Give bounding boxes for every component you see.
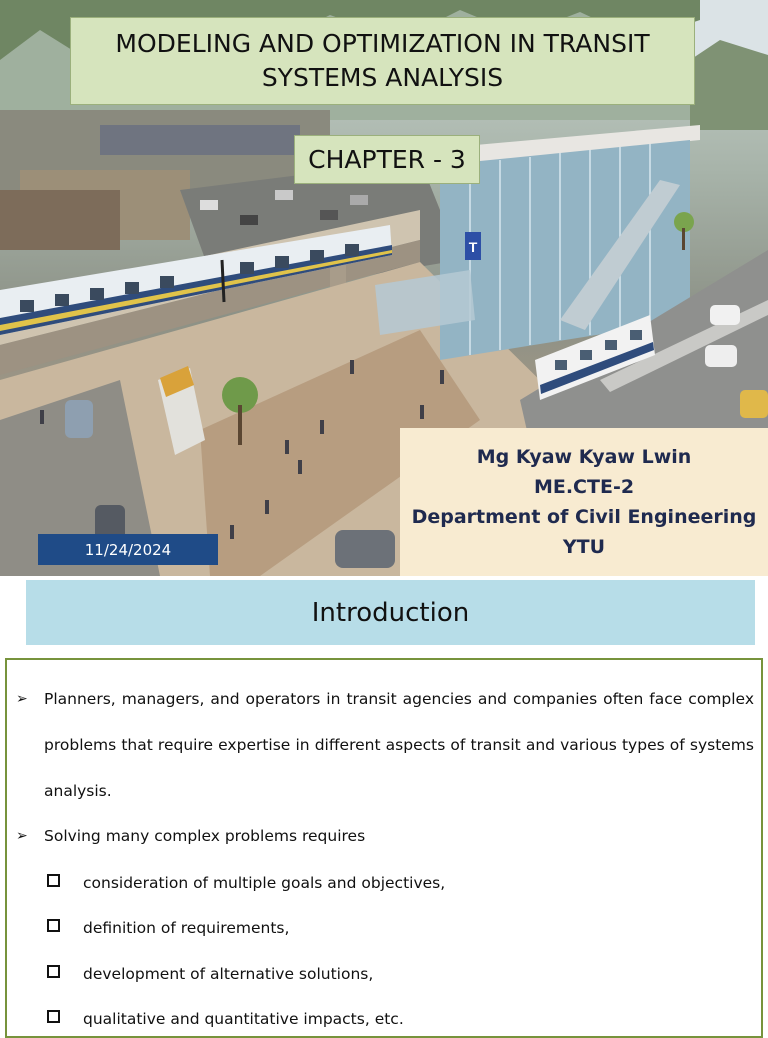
arrow-bullet-icon: ➢ [16, 828, 28, 844]
sub-bullet-item: qualitative and quantitative impacts, etc. [83, 1010, 404, 1028]
introduction-title: Introduction [311, 597, 470, 628]
checkbox-bullet-icon [47, 919, 60, 932]
sub-bullet-item: development of alternative solutions, [83, 965, 374, 983]
checkbox-bullet-icon [47, 1010, 60, 1023]
sub-bullet-item: consideration of multiple goals and objectives, [83, 874, 446, 892]
presentation-title: MODELING AND OPTIMIZATION IN TRANSIT SYSTEMS ANALYSIS [115, 29, 650, 92]
date-badge [38, 534, 218, 565]
author-university: YTU [562, 536, 606, 558]
bullet-paragraph: Solving many complex problems requires [44, 827, 366, 845]
author-department: Department of Civil Engineering [411, 506, 757, 528]
arrow-bullet-icon: ➢ [16, 691, 28, 707]
checkbox-bullet-icon [47, 965, 60, 978]
author-degree: ME.CTE-2 [533, 476, 635, 498]
author-name: Mg Kyaw Kyaw Lwin [476, 446, 692, 468]
checkbox-bullet-icon [47, 874, 60, 887]
chapter-box [294, 135, 480, 184]
introduction-header [26, 580, 755, 645]
bullet-paragraph: Planners, managers, and operators in transit agencies and companies often face complex problems that require expertise in different aspects of transit and various types of systems analysis. [44, 690, 754, 800]
introduction-content [5, 658, 763, 1038]
sub-bullet-item: definition of requirements, [83, 919, 290, 937]
station-sign: T [468, 239, 478, 255]
presentation-date: 11/24/2024 [84, 540, 172, 559]
author-info-box [400, 428, 768, 576]
chapter-label: CHAPTER - 3 [308, 145, 466, 174]
presentation-title-box [70, 17, 695, 105]
